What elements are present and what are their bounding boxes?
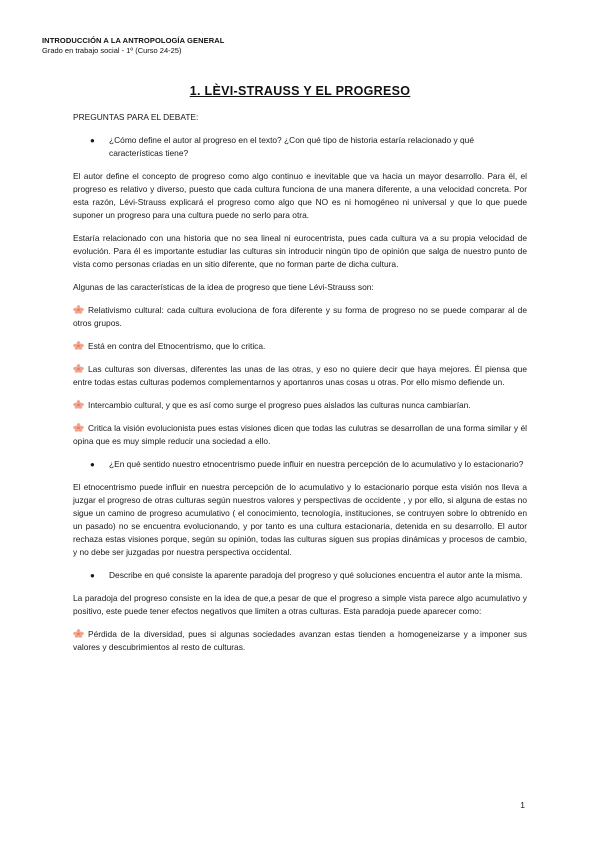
question-item bbox=[73, 134, 527, 160]
paragraph: El etnocentrismo puede influir en nuestra percepción de lo acumulativo y lo estacionario porque esta visión nos lleva a juzgar el progreso de otras culturas según nuestros valores y perspectivas de occidente , y por ello, si alguna de estas no sigue un camino de progreso acumulativo ( el conocimiento, tecnología, instituciones, se contruyen sobre lo obtrenido en un pasado) no se encuentra evolucionando, y por tanto es una cultura estacionaria, detenida en su desarrollo. El autor rechaza estas visiones porque, según su opinión, todas las culturas siguen sus propias dinámicas y procesos de cambio, y no debe ser juzgadas por nuestra perspectiva occidental. bbox=[73, 482, 527, 557]
bullet-dot-icon: ● bbox=[90, 571, 95, 580]
course-subtitle: Grado en trabajo social - 1º (Curso 24-25) bbox=[42, 46, 182, 55]
question-item bbox=[73, 569, 527, 582]
characteristic-text: Intercambio cultural, y que es así como surge el progreso pues aislados las culturas nunca cambiarían. bbox=[88, 400, 471, 410]
paragraph: El autor define el concepto de progreso como algo continuo e inevitable que va hacia un mayor desarrollo. Para él, el progreso es relativo y diverso, puesto que cada cultura funciona de una manera diferente, a una velocidad concreta. Por esta razón, Lévi-Strauss explicará el progreso como algo que NO es ni homogéneo ni universal y que lo que puede suponer un progreso para una cultura puede no serlo para otra. bbox=[73, 171, 527, 220]
pink-flower-icon bbox=[73, 364, 84, 373]
pink-flower-icon bbox=[73, 400, 84, 409]
characteristic-item bbox=[73, 340, 527, 353]
characteristic-text: Las culturas son diversas, diferentes las unas de las otras, y eso no quiere decir que haya mejores. Él piensa que entre todas estas culturas podemos complementarnos y aportanros unas cosas u otras. Por ello mismo defiende un. bbox=[73, 364, 527, 387]
question-item bbox=[73, 458, 527, 471]
paragraph: Estaría relacionado con una historia que no sea lineal ni eurocentrista, pues cada cultura va a su propia velocidad de evolución. Para él es importante estudiar las culturas sin introducir ningún tipo de opinión que salga de nuestro punto de vista como personas criadas en un sitio diferente, que no forman parte de dicha cultura. bbox=[73, 233, 527, 269]
characteristic-item bbox=[73, 363, 527, 389]
paragraph: Algunas de las características de la idea de progreso que tiene Lévi-Strauss son: bbox=[73, 282, 374, 292]
document-body bbox=[73, 111, 527, 664]
bullet-dot-icon: ● bbox=[90, 460, 95, 469]
question-text: ¿Cómo define el autor al progreso en el texto? ¿Con qué tipo de historia estaría relacionado y qué características tiene? bbox=[109, 135, 474, 158]
section-title: 1. LÈVI-STRAUSS Y EL PROGRESO bbox=[189, 84, 411, 98]
pink-flower-icon bbox=[73, 305, 84, 314]
pink-flower-icon bbox=[73, 341, 84, 350]
section-title-wrap bbox=[0, 82, 600, 100]
characteristic-item bbox=[73, 628, 527, 654]
characteristic-text: Relativismo cultural: cada cultura evoluciona de fora diferente y su forma de progreso no se puede comparar al de otros grupos. bbox=[73, 305, 527, 328]
pink-flower-icon bbox=[73, 423, 84, 432]
bullet-dot-icon: ● bbox=[90, 136, 95, 145]
characteristic-item bbox=[73, 422, 527, 448]
characteristic-text: Critica la visión evolucionista pues estas visiones dicen que todas las culutras se desarrollan de una forma similar y él opina que es muy simple reducir una sociedad a ello. bbox=[73, 423, 527, 446]
characteristic-item bbox=[73, 399, 527, 412]
pink-flower-icon bbox=[73, 629, 84, 638]
characteristic-text: Pérdida de la diversidad, pues si algunas sociedades avanzan estas tienden a homogeneizarse y a imponer sus valores y descubrimientos al resto de culturas. bbox=[73, 629, 527, 652]
question-text: ¿En qué sentido nuestro etnocentrismo puede influir en nuestra percepción de lo acumulativo y lo estacionario? bbox=[109, 459, 524, 469]
paragraph: La paradoja del progreso consiste en la idea de que,a pesar de que el progreso a simple vista parece algo acumulativo y positivo, este puede tener efectos negativos que limiten a otras culturas. Esta paradoja puede aparecer como: bbox=[73, 593, 527, 616]
course-title: INTRODUCCIÓN A LA ANTROPOLOGÍA GENERAL bbox=[42, 36, 225, 45]
page-number: 1 bbox=[520, 800, 525, 810]
section-label: PREGUNTAS PARA EL DEBATE: bbox=[73, 112, 199, 122]
question-text: Describe en qué consiste la aparente paradoja del progreso y qué soluciones encuentra el autor ante la misma. bbox=[109, 570, 523, 580]
characteristic-item bbox=[73, 304, 527, 330]
page-header bbox=[42, 36, 224, 56]
characteristic-text: Está en contra del Etnocentrismo, que lo critica. bbox=[88, 341, 266, 351]
